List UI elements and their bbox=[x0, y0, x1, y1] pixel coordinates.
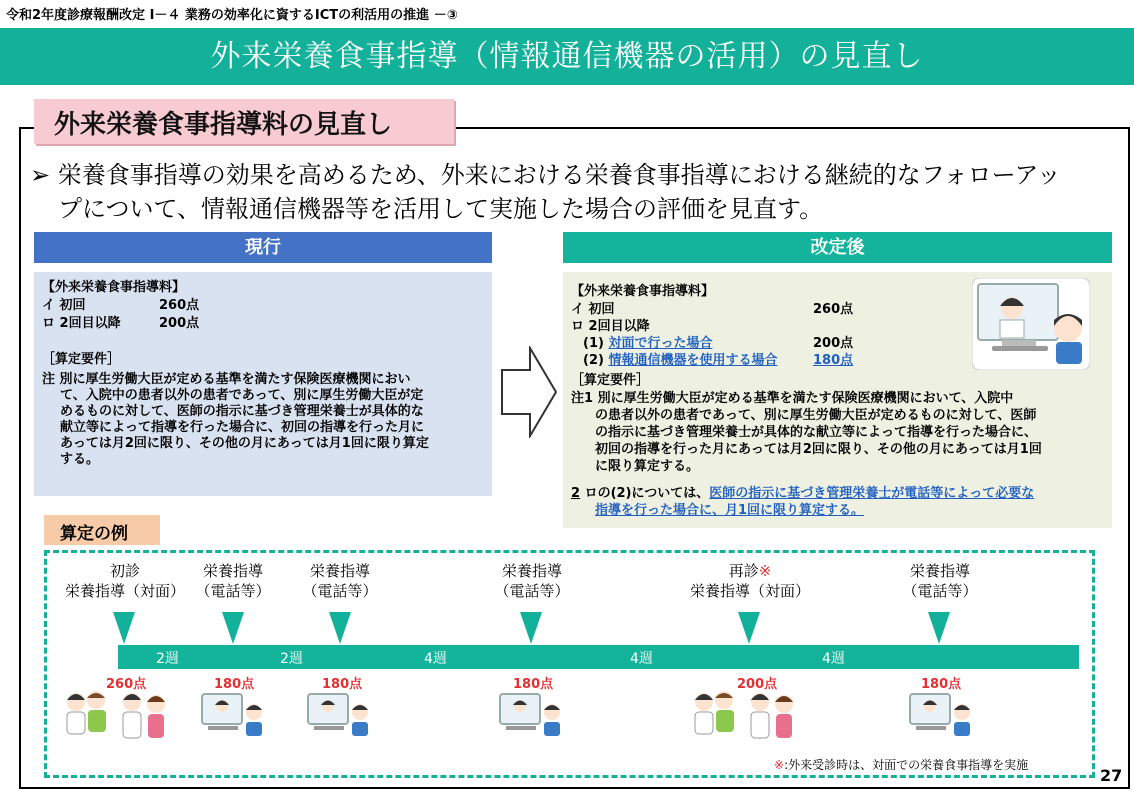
current-note-line: する。 bbox=[60, 452, 100, 467]
current-item1-points: 260点 bbox=[159, 298, 200, 313]
revised-sub1-points: 200点 bbox=[813, 336, 854, 351]
top-line: 令和2年度診療報酬改定 Ⅰ－４ 業務の効率化に資するICTの利活用の推進 －③ bbox=[6, 8, 458, 23]
revised-sub2-label: 情報通信機器を使用する場合 bbox=[608, 353, 778, 368]
bullet-marker: ➢ bbox=[30, 161, 51, 189]
in-person-consult-illustration bbox=[62, 688, 172, 744]
revised-note1-line: 初回の指導を行った月にあっては月2回に限り、その他の月にあっては月1回 bbox=[595, 442, 1042, 457]
footnote bbox=[774, 756, 1028, 773]
week-interval: 2週 bbox=[280, 651, 303, 667]
telehealth-monitor-illustration bbox=[972, 278, 1090, 370]
week-interval: 2週 bbox=[156, 651, 179, 667]
event-line2: （電話等） bbox=[902, 582, 978, 600]
week-interval: 4週 bbox=[424, 651, 447, 667]
current-header: 現行 bbox=[34, 232, 492, 263]
revised-fee-title: 【外来栄養食事指導料】 bbox=[571, 284, 715, 299]
revised-req-title: ［算定要件］ bbox=[571, 373, 650, 388]
week-interval: 4週 bbox=[630, 651, 653, 667]
revised-note2-underlined: 医師の指示に基づき管理栄養士が電話等によって必要な bbox=[709, 486, 1035, 501]
event-points: 180点 bbox=[513, 677, 554, 692]
revised-note2-line1 bbox=[571, 486, 1034, 502]
summary-bullet bbox=[30, 158, 1061, 192]
current-note-line: めるものに対して、医師の指示に基づき管理栄養士が具体的な bbox=[60, 404, 424, 419]
revised-sub2-points: 180点 bbox=[813, 353, 854, 368]
revised-note1-line: に限り算定する。 bbox=[595, 459, 700, 474]
revised-sub1-num: (1) bbox=[583, 336, 604, 351]
event-line2: （電話等） bbox=[494, 582, 570, 600]
event-points: 260点 bbox=[106, 677, 147, 692]
event-label-6 bbox=[890, 561, 990, 601]
event-points: 180点 bbox=[322, 677, 363, 692]
revised-item1-label: イ 初回 bbox=[571, 302, 615, 317]
event-points: 200点 bbox=[737, 677, 778, 692]
current-req-title: ［算定要件］ bbox=[42, 352, 121, 367]
remote-consult-illustration bbox=[306, 690, 372, 738]
revised-note1-line: の患者以外の患者であって、別に厚生労働大臣が定めるものに対して、医師 bbox=[595, 408, 1037, 423]
event-line2: 栄養指導（対面） bbox=[689, 582, 810, 600]
event-line1: 栄養指導 bbox=[909, 562, 970, 580]
event-marker bbox=[222, 612, 244, 644]
event-marker bbox=[329, 612, 351, 644]
current-note-line: 注 別に厚生労働大臣が定める基準を満たす保険医療機関におい bbox=[42, 372, 411, 387]
event-label-1 bbox=[60, 561, 190, 601]
revised-item2-label: ロ 2回目以降 bbox=[571, 319, 650, 334]
revised-sub1-label: 対面で行った場合 bbox=[608, 336, 713, 351]
event-line2: 栄養指導（対面） bbox=[64, 582, 185, 600]
event-marker bbox=[113, 612, 135, 644]
revised-note1-line: 注1 別に厚生労働大臣が定める基準を満たす保険医療機関において、入院中 bbox=[571, 391, 1014, 406]
event-points: 180点 bbox=[214, 677, 255, 692]
current-item1-label: イ 初回 bbox=[42, 298, 86, 313]
current-item2-points: 200点 bbox=[159, 316, 200, 331]
revised-note2-num: 2 bbox=[571, 486, 581, 501]
event-marker bbox=[738, 612, 760, 644]
section-title: 外来栄養食事指導料の見直し bbox=[54, 110, 393, 140]
event-mark: ※ bbox=[758, 562, 772, 580]
event-line2: （電話等） bbox=[195, 582, 271, 600]
current-fee-title: 【外来栄養食事指導料】 bbox=[42, 280, 186, 295]
revised-item1-points: 260点 bbox=[813, 302, 854, 317]
page-title: 外来栄養食事指導（情報通信機器の活用）の見直し bbox=[210, 39, 924, 74]
event-label-3 bbox=[290, 561, 390, 601]
page-number: 27 bbox=[1100, 766, 1123, 785]
event-line1: 栄養指導 bbox=[202, 562, 263, 580]
event-line1: 再診 bbox=[728, 562, 759, 580]
timeline-bar bbox=[118, 645, 1079, 669]
revised-sub1 bbox=[583, 336, 712, 352]
remote-consult-illustration bbox=[498, 690, 564, 738]
event-label-4 bbox=[482, 561, 582, 601]
event-line1: 初診 bbox=[109, 562, 140, 580]
example-title: 算定の例 bbox=[60, 524, 128, 544]
current-box bbox=[34, 272, 492, 496]
summary-line-1: 栄養食事指導の効果を高めるため、外来における栄養食事指導における継続的なフォローアッ bbox=[57, 161, 1061, 189]
revised-note2-line2: 指導を行った場合に、月1回に限り算定する。 bbox=[595, 503, 865, 518]
summary-line-2: プについて、情報通信機器等を活用して実施した場合の評価を見直す。 bbox=[58, 195, 824, 223]
current-note-line: あっては月2回に限り、その他の月にあっては月1回に限り算定 bbox=[60, 436, 429, 451]
revised-sub2-num: (2) bbox=[583, 353, 604, 368]
footnote-text: :外来受診時は、対面での栄養食事指導を実施 bbox=[784, 758, 1029, 772]
right-arrow-icon bbox=[500, 346, 558, 438]
event-marker bbox=[520, 612, 542, 644]
current-item2-label: ロ 2回目以降 bbox=[42, 316, 121, 331]
event-line2: （電話等） bbox=[302, 582, 378, 600]
event-label-5 bbox=[680, 561, 820, 601]
current-note-line: て、入院中の患者以外の患者であって、別に厚生労働大臣が定 bbox=[60, 388, 424, 403]
revised-sub2 bbox=[583, 353, 777, 369]
event-label-2 bbox=[183, 561, 283, 601]
footnote-mark: ※ bbox=[774, 758, 785, 772]
remote-consult-illustration bbox=[200, 690, 266, 738]
event-points: 180点 bbox=[921, 677, 962, 692]
event-line1: 栄養指導 bbox=[501, 562, 562, 580]
revised-header: 改定後 bbox=[563, 232, 1112, 263]
week-interval: 4週 bbox=[822, 651, 845, 667]
event-marker bbox=[928, 612, 950, 644]
current-note-line: 献立等によって指導を行った場合に、初回の指導を行った月に bbox=[60, 420, 425, 435]
remote-consult-illustration bbox=[908, 690, 974, 738]
event-line1: 栄養指導 bbox=[309, 562, 370, 580]
revised-note1-line: の指示に基づき管理栄養士が具体的な献立等によって指導を行った場合に、 bbox=[595, 425, 1038, 440]
in-person-consult-illustration bbox=[690, 688, 800, 744]
revised-note2-plain: ロの(2)については、 bbox=[580, 486, 710, 501]
